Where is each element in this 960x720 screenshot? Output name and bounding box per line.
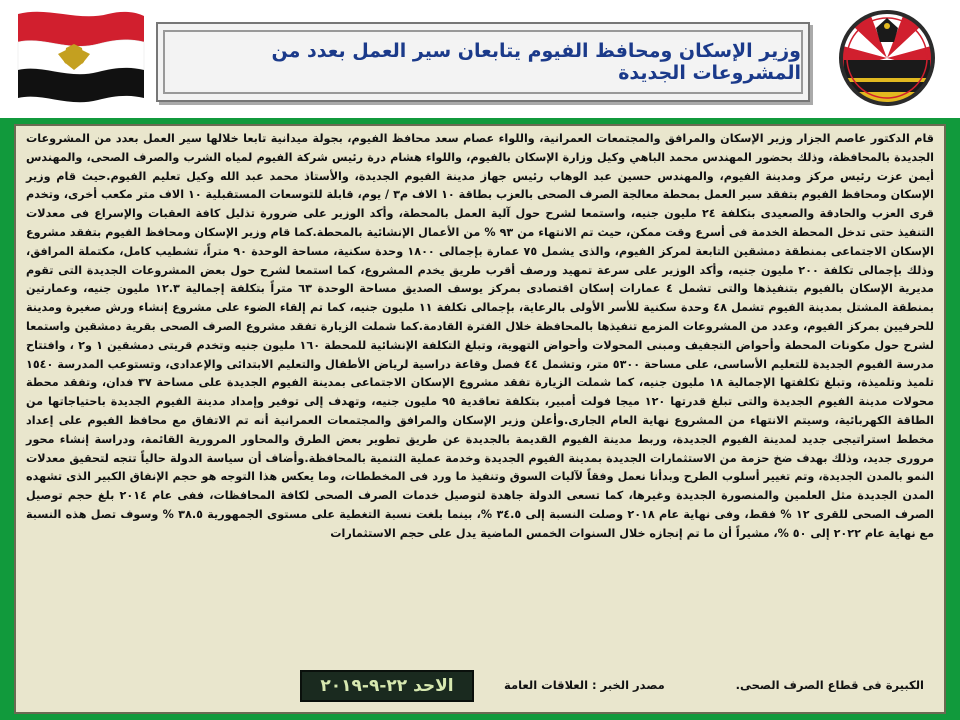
fayoum-governorate-logo-icon xyxy=(828,8,946,108)
title-frame xyxy=(163,30,803,94)
article-panel xyxy=(14,124,946,714)
title-box xyxy=(156,22,810,102)
egypt-flag-icon xyxy=(8,6,148,106)
date-text: الاحد ٢٢-٩-٢٠١٩ xyxy=(320,676,454,696)
news-source: مصدر الخبر : العلاقات العامة xyxy=(504,678,665,692)
date-badge xyxy=(300,670,474,702)
article-body: قام الدكتور عاصم الجزار وزير الإسكان والمرافق والمجتمعات العمرانية، واللواء عصام سعد محافظ الفيوم، بجولة ميدانية تابعا خلالها سير العمل بعدد من المشروعات الجديدة بالمحافظة، وذلك بحضور المهندس محمد الباهي وكيل وزارة الإسكان بالفيوم، واللواء هشام درة رئيس شركة الفيوم لمياه الشرب والصرف الصحى، والمهندس أيمن عزت رئيس مركز ومدينة الفيوم، والمهندس حسين عبد الوهاب رئيس جهاز مدينة الفيوم الجديدة، والأستاذ محمد عبد الله وكيل تعليم الفيوم.حيث قام وزير الإسكان ومحافظ الفيوم بتفقد سير العمل بمحطة معالجة الصرف الصحى بالعزب بطاقة ١٠ الاف م٣ / يوم، قابلة للتوسعات المستقبلية ١٠ الاف متر مكعب أخرى، وتخدم قرى العزب والحادقة والصعيدى بتكلفة ٢٤ مليون جنيه، واستمعا لشرح حول آلية العمل بالمحطة، وأكد الوزير على ضرورة تذليل كافة العقبات والإسراع فى معدلات التنفيذ حتى تدخل المحطة الخدمة فى أسرع وقت ممكن، حيث تم الانتهاء من ٩٣ % من الأعمال الإنشائية بالمحطة.كما قام وزير الإسكان ومحافظ الفيوم بتفقد مشروع الإسكان الاجتماعى بمنطقة دمشقين التابعة لمركز الفيوم، والذى يشمل ٧٥ عمارة بإجمالى ١٨٠٠ وحدة سكنية، مساحة الوحدة ٩٠ متراً، تشطيب كامل، مكتملة المرافق، وذلك بإجمالى تكلفة ٢٠٠ مليون جنيه، وأكد الوزير على سرعة تمهيد ورصف أقرب طريق يخدم المشروع، كما استمعا لشرح حول بعض المشروعات الجديدة التى تقوم مديرية الإسكان بالفيوم بتنفيذها والتى تشمل ٤ عمارات إسكان اقتصادى بمركز يوسف الصديق مساحة الوحدة ٦٣ متراً بتكلفة إجمالية ١٢.٣ مليون جنيه، وعمارتين بمنطقة المشتل بمدينة الفيوم تشمل ٤٨ وحدة سكنية للأسر الأولى بالرعاية، بإجمالى تكلفة ١١ مليون جنيه، كما تم إلقاء الضوء على مشروع إنشاء ورش صغيرة ومدينة للحرفيين بمركز الفيوم، وعدد من المشروعات المزمع تنفيذها بالمحافظة خلال الفترة القادمة.كما شملت الزيارة تفقد مشروع الصرف الصحى بقرية دمشقين واستمعا لشرح حول مكونات المحطة وأحواض التجفيف ومبنى المحولات وأحواض التهوية، وتبلغ التكلفة الإنشائية للمحطة ١٦٠ مليون جنيه وتخدم قريتى دمشقين ١ و٢ ، وافتتاح مدرسة الفيوم الجديدة للتعليم الأساسى، على مساحة ٥٣٠٠ متر، وتشمل ٤٤ فصل وقاعة دراسية لرياض الأطفال والتعليم الابتدائى والإعدادى، وتستوعب المدرسة ١٥٤٠ تلميذ وتلميذة، وتبلغ تكلفتها الإجمالية ١٨ مليون جنيه، كما شملت الزيارة تفقد مشروع الإسكان الاجتماعى بمدينة الفيوم الجديدة على مساحة ٣٧ فدان، وتفقد محطة محولات مدينة الفيوم الجديدة والتى تبلغ قدرتها ١٢٠ ميجا فولت أمبير، بتكلفة تعاقدية ٩٥ مليون جنيه، وتهدف إلى توفير وإمداد مدينة الفيوم الجديدة باحتياجاتها من الطاقة الكهربائية، وسيتم الانتهاء من المشروع نهاية العام الجارى.وأعلن وزير الإسكان والمرافق والمجتمعات العمرانية أنه تم الاتفاق مع محافظ الفيوم على إعداد مخطط استراتيجى جديد لمدينة الفيوم الجديدة، وربط مدينة الفيوم القديمة بالجديدة عن طريق تطوير بعض الطرق والمحاور المرورية القائمة، ودراسة إنشاء محور مرورى جديد، وذلك بهدف ضخ حزمة من الاستثمارات الجديدة بمدينة الفيوم الجديدة وخدمة عملية التنمية بالمحافظة.وأضاف أن سياسة الدولة حالياً تتجه لتحقيق معدلات النمو بالمدن الجديدة، وتم تغيير أسلوب الطرح وبدأنا نعمل وفقاً لآليات السوق وتنفيذ ما ورد فى المخططات، وما يعكس هذا التوجه هو حجم الإنفاق الكبير الذى تشهده المدن الجديدة مثل العلمين والمنصورة الجديدة وغيرها، كما تسعى الدولة جاهدة لتوصيل خدمات الصرف الصحى لكافة المحافظات، ففى عام ٢٠١٤ بلغ حجم توصيل الصرف الصحى للقرى ١٢ % فقط، وفى نهاية عام ٢٠١٨ وصلت النسبة إلى ٣٤.٥ %، بينما بلغت نسبة التغطية على مستوى الجمهورية ٣٨.٥ % وسوف تصل هذه النسبة مع نهاية عام ٢٠٢٢ إلى ٥٠ %، مشيراً أن ما تم إنجازه خلال السنوات الخمس الماضية يدل على حجم الاستثمارات xyxy=(26,132,935,540)
article-closing-line: الكبيرة فى قطاع الصرف الصحى. xyxy=(735,678,924,692)
header-band xyxy=(0,0,960,118)
page-title: وزير الإسكان ومحافظ الفيوم يتابعان سير العمل بعدد من المشروعات الجديدة xyxy=(271,40,801,84)
footer-row xyxy=(26,664,926,704)
